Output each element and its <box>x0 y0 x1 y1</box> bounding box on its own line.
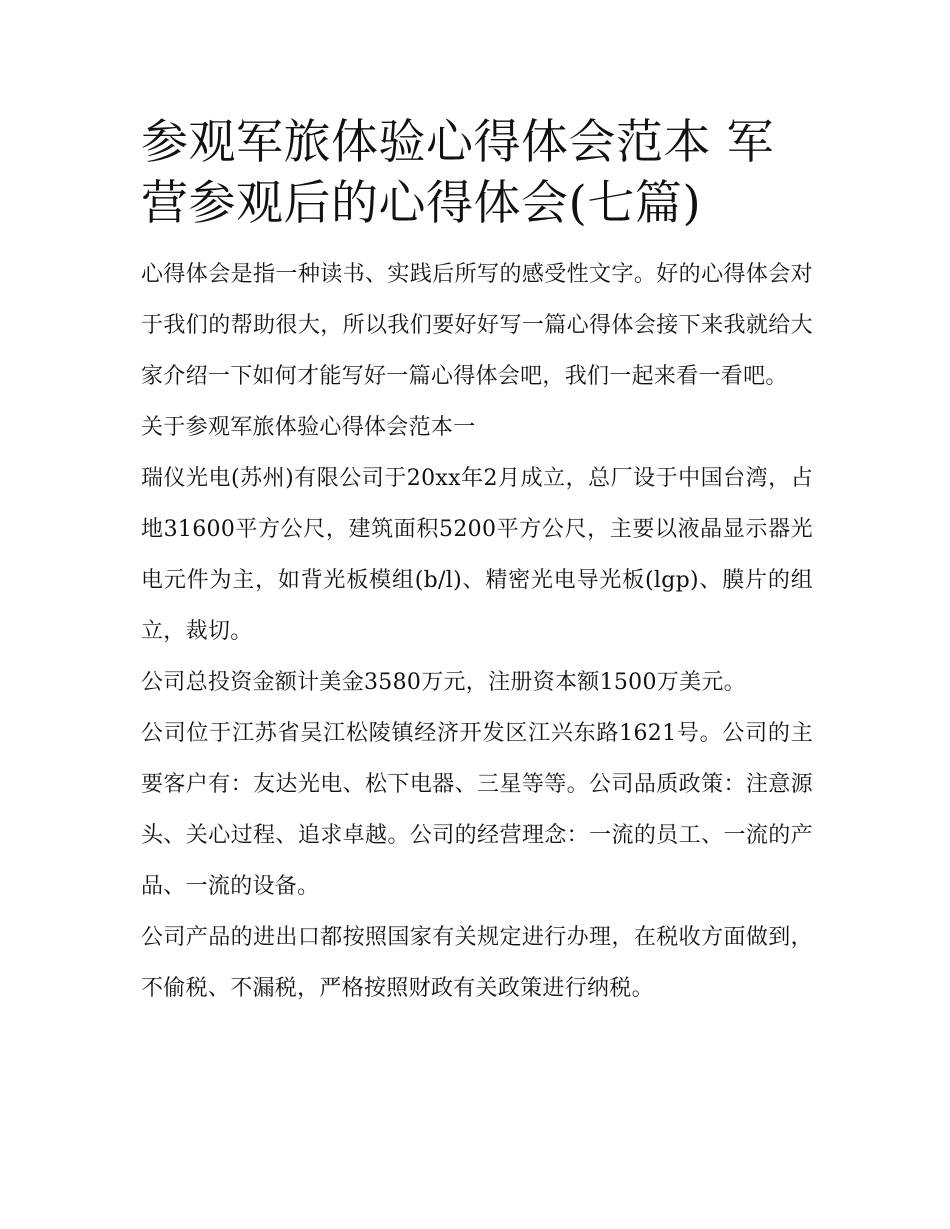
document-title: 参观军旅体验心得体会范本 军营参观后的心得体会(七篇) <box>141 115 774 231</box>
body-paragraph-location: 公司位于江苏省吴江松陵镇经济开发区江兴东路1621号。公司的主要客户有：友达光电、松下电器、三星等等。公司品质政策：注意源头、关心过程、追求卓越。公司的经营理念：一流的员工、一流的产品、一流的设备。 <box>141 721 813 899</box>
body-paragraph-investment: 公司总投资金额计美金3580万元，注册资本额1500万美元。 <box>141 670 746 695</box>
body-paragraph-tax: 公司产品的进出口都按照国家有关规定进行办理，在税收方面做到，不偷税、不漏税，严格按照财政有关政策进行纳税。 <box>141 925 813 1001</box>
document-body <box>141 249 813 1014</box>
section-heading: 关于参观军旅体验心得体会范本一 <box>141 415 476 440</box>
intro-paragraph: 心得体会是指一种读书、实践后所写的感受性文字。好的心得体会对于我们的帮助很大，所以我们要好好写一篇心得体会接下来我就给大家介绍一下如何才能写好一篇心得体会吧，我们一起来看一看吧。 <box>141 262 813 389</box>
body-paragraph-company-intro: 瑞仪光电(苏州)有限公司于20xx年2月成立，总厂设于中国台湾，占地31600平方公尺，建筑面积5200平方公尺，主要以液晶显示器光电元件为主，如背光板模组(b/l)、精密光电导光板(lgp)、膜片的组立，裁切。 <box>141 466 813 644</box>
